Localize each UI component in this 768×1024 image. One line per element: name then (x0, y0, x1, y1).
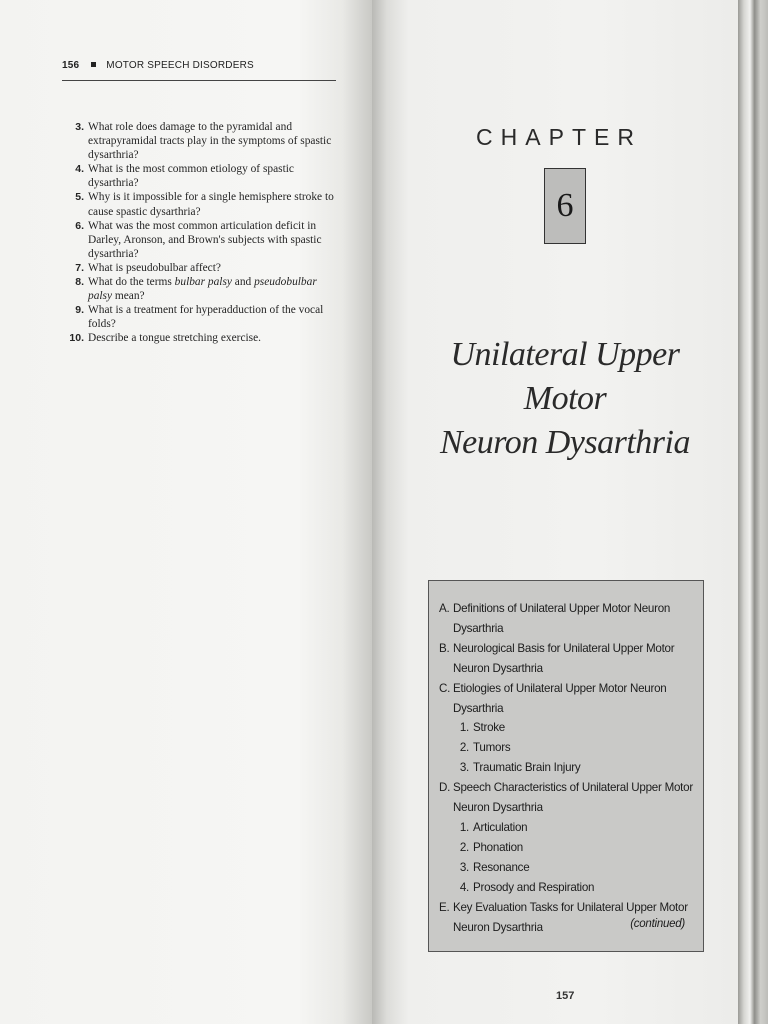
running-head-section: MOTOR SPEECH DISORDERS (106, 60, 254, 71)
outline-item (439, 639, 693, 679)
outline-sub-number: 1. (459, 721, 469, 735)
right-page-number: 157 (556, 990, 575, 1002)
question-text: What role does damage to the pyramidal and extrapyramidal tracts play in the symptoms of spastic dysarthria? (88, 121, 332, 162)
outline-item (439, 778, 693, 818)
outline-subitem (439, 738, 693, 758)
question-number: 7. (75, 261, 84, 274)
term-pseudobulbar-palsy: pseudobulbar palsy (88, 276, 317, 303)
chapter-label: CHAPTER (476, 124, 642, 150)
question-item (62, 120, 338, 162)
question-number: 3. (75, 121, 84, 133)
question-text: What is pseudobulbar affect? (88, 261, 221, 274)
chapter-outline-box (428, 580, 704, 952)
outline-sub-number: 2. (459, 741, 469, 755)
question-text: What is a treatment for hyperadduction of the vocal folds? (88, 304, 324, 331)
outline-text: Stroke (473, 721, 506, 735)
outline-text: Prosody and Respiration (473, 880, 595, 894)
header-rule (62, 80, 336, 81)
question-item (62, 261, 338, 275)
bullet-square-icon (91, 62, 96, 67)
question-text-part: mean? (112, 290, 145, 303)
question-item (62, 162, 338, 190)
question-item (62, 275, 338, 303)
question-number: 9. (75, 304, 84, 317)
continued-note: (continued) (630, 918, 685, 931)
chapter-title-line: Unilateral Upper Motor (450, 336, 680, 417)
outline-subitem (439, 758, 693, 778)
outline-text: Definitions of Unilateral Upper Motor Neuron Dysarthria (453, 602, 671, 635)
outline-text: Etiologies of Unilateral Upper Motor Neuron Dysarthria (453, 681, 667, 715)
left-page-number: 156 (62, 60, 80, 71)
outline-text: Traumatic Brain Injury (473, 761, 581, 775)
outline-sub-number: 4. (459, 880, 469, 894)
outline-sub-number: 3. (459, 761, 469, 775)
question-text: Describe a tongue stretching exercise. (88, 332, 262, 345)
outline-text: Phonation (473, 840, 523, 854)
question-text: What is the most common etiology of spastic dysarthria? (88, 163, 294, 190)
chapter-number-box (544, 168, 586, 244)
outline-item (439, 599, 693, 639)
question-number: 10. (69, 332, 84, 345)
outline-letter: A. (439, 602, 450, 615)
chapter-title-line: Neuron Dysarthria (440, 424, 690, 461)
question-text-part: and (231, 276, 255, 289)
question-item (62, 219, 338, 261)
question-number: 5. (75, 191, 84, 204)
outline-subitem (439, 858, 693, 878)
outline-letter: E. (439, 900, 450, 914)
question-number: 6. (75, 219, 84, 232)
outline-letter: D. (439, 781, 451, 795)
running-head (62, 60, 336, 71)
outline-subitem (439, 718, 693, 738)
outline-text: Resonance (473, 860, 530, 874)
question-text-part: What do the terms (88, 276, 175, 289)
term-bulbar-palsy: bulbar palsy (174, 276, 232, 289)
outline-text: Tumors (473, 741, 511, 755)
outline-subitem (439, 818, 693, 838)
outline-subitem (439, 878, 693, 898)
outline-text: Articulation (473, 820, 528, 834)
question-item (62, 190, 338, 218)
outline-text: Key Evaluation Tasks for Unilateral Upper Motor Neuron Dysarthria (453, 900, 688, 934)
outline-sub-number: 3. (459, 860, 469, 874)
review-questions (62, 120, 338, 346)
book-page-edge (738, 0, 768, 1024)
chapter-number: 6 (556, 187, 574, 224)
question-text: What was the most common articulation deficit in Darley, Aronson, and Brown's subjects with spastic dysarthria? (88, 219, 322, 260)
chapter-title (410, 333, 720, 465)
left-page (0, 0, 372, 1024)
outline-sub-number: 2. (459, 840, 469, 854)
question-number: 8. (75, 276, 84, 289)
outline-letter: C. (439, 681, 451, 695)
question-number: 4. (75, 163, 84, 176)
outline-text: Neurological Basis for Unilateral Upper Motor Neuron Dysarthria (453, 641, 675, 675)
question-item (62, 331, 338, 345)
outline-subitem (439, 838, 693, 858)
question-item (62, 303, 338, 331)
question-text: Why is it impossible for a single hemisphere stroke to cause spastic dysarthria? (88, 191, 334, 218)
outline-letter: B. (439, 641, 450, 655)
outline-sub-number: 1. (459, 820, 469, 834)
outline-item (439, 679, 693, 719)
outline-text: Speech Characteristics of Unilateral Upper Motor Neuron Dysarthria (453, 781, 693, 815)
question-text (88, 275, 338, 303)
